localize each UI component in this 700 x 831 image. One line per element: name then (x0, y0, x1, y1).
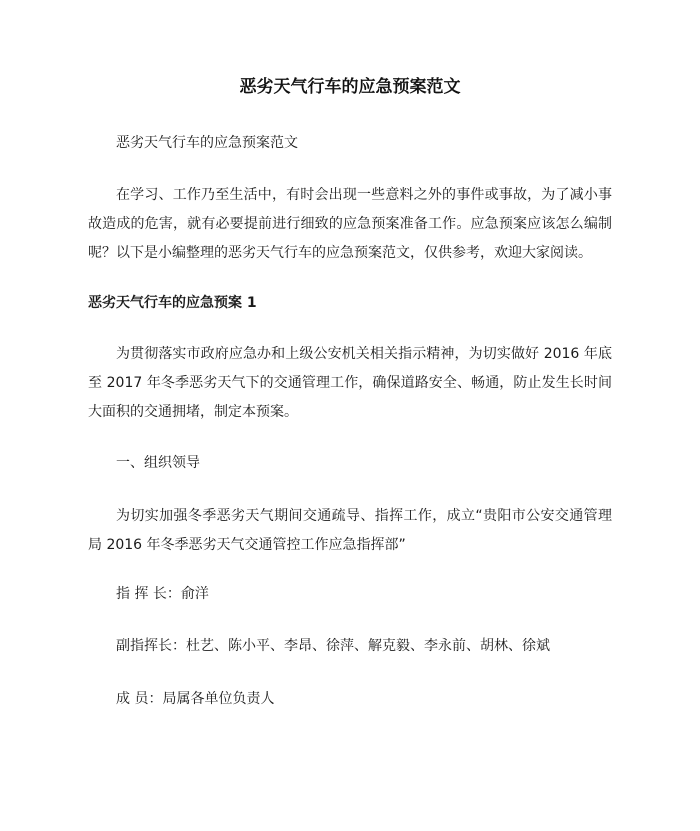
document-subtitle: 恶劣天气行车的应急预案范文 (116, 135, 298, 151)
commander-line: 指 挥 长：俞洋 (116, 586, 209, 602)
members-line: 成 员：局属各单位负责人 (116, 691, 275, 707)
section-heading: 恶劣天气行车的应急预案 1 (88, 295, 257, 311)
subheading-organization: 一、组织领导 (116, 455, 200, 471)
section-paragraph-1: 为贯彻落实市政府应急办和上级公安机关相关指示精神，为切实做好 2016 年底至 2017 年冬季恶劣天气下的交通管理工作，确保道路安全、畅通，防止发生长时间大面积的交通拥堵，制定本预案。 (88, 346, 612, 420)
section-paragraph-2: 为切实加强冬季恶劣天气期间交通疏导、指挥工作，成立“贵阳市公安交通管理局 2016 年冬季恶劣天气交通管控工作应急指挥部” (88, 508, 612, 553)
document-title: 恶劣天气行车的应急预案范文 (239, 77, 461, 97)
intro-paragraph: 在学习、工作乃至生活中，有时会出现一些意料之外的事件或事故，为了减小事故造成的危害，就有必要提前进行细致的应急预案准备工作。应急预案应该怎么编制呢？以下是小编整理的恶劣天气行车的应急预案范文，仅供参考，欢迎大家阅读。 (88, 187, 612, 261)
deputy-commander-line: 副指挥长：杜艺、陈小平、李昂、徐萍、解克毅、李永前、胡林、徐斌 (116, 638, 550, 654)
